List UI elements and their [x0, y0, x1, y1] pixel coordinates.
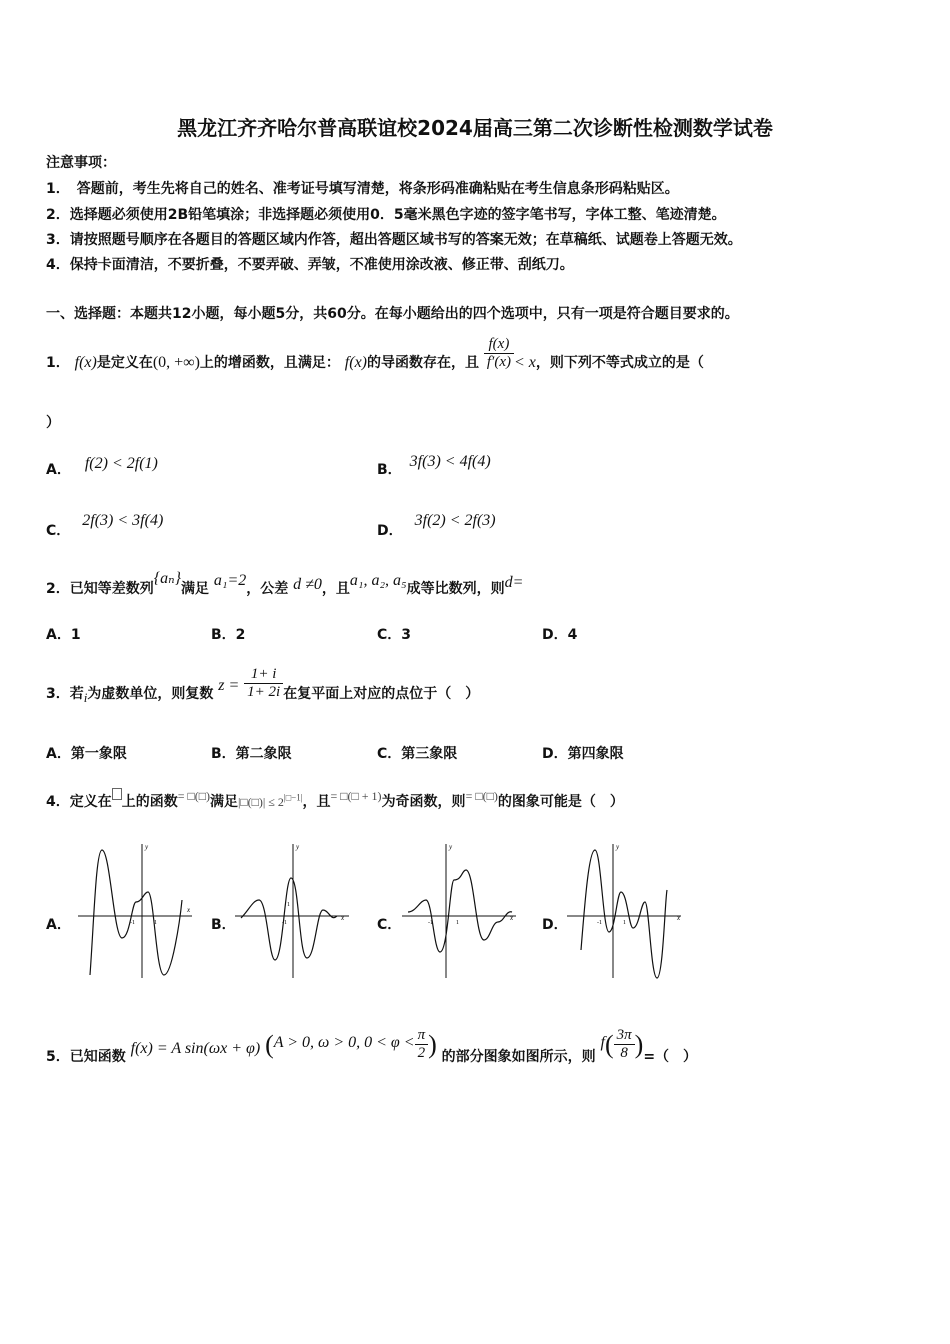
q1-close: ）	[46, 415, 60, 431]
tick-1: 1	[623, 920, 626, 926]
y-label: y	[449, 843, 453, 851]
q1-number: 1．	[46, 355, 70, 371]
x-label: x	[677, 914, 681, 922]
notice-item: 4．保持卡面清洁，不要折叠，不要弄破、弄皱，不准使用涂改液、修正带、刮纸刀。	[46, 257, 574, 273]
tick-1: 1	[287, 902, 290, 908]
q5-pi-over-2	[415, 1027, 429, 1062]
left-paren: (	[604, 1029, 614, 1059]
right-paren: )	[428, 1029, 437, 1059]
q2-text-1: 满足	[181, 581, 210, 597]
q2-terms: a₁, a₂, a₅	[349, 572, 407, 589]
q5-condition	[265, 1027, 437, 1063]
q5-arg-frac	[614, 1027, 635, 1062]
q3-text-2: 在复平面上对应的点位于（ ）	[283, 686, 480, 702]
option-label: B．	[377, 462, 402, 478]
left-paren: (	[265, 1029, 274, 1059]
q5-f-arg	[600, 1027, 644, 1063]
q5-pi: π	[415, 1027, 429, 1045]
q3-option-b[interactable]: B．第二象限	[211, 746, 292, 762]
q2-text-4: 成等比数列，则	[406, 581, 505, 597]
q5-number: 5．已知函数	[46, 1049, 126, 1065]
q4-graph-b[interactable]	[233, 840, 353, 980]
q4-option-d[interactable]: D．	[542, 917, 568, 933]
q4-text-3: ，且	[302, 794, 331, 810]
q2-number: 2．已知等差数列	[46, 581, 154, 597]
notice-item: 1． 答题前，考生先将自己的姓名、准考证号填写清楚，将条形码准确粘贴在考生信息条形码粘贴区。	[46, 181, 679, 197]
q3-option-d[interactable]: D．第四象限	[542, 746, 624, 762]
q1-text-3: 的导函数存在，且	[367, 355, 479, 371]
q2-option-a[interactable]: A．1	[46, 627, 81, 643]
q3-fraction	[244, 666, 283, 701]
curve	[581, 850, 667, 978]
q5-function: f(x) = A sin(ωx + φ)	[130, 1040, 261, 1057]
option-label: D．	[377, 523, 403, 539]
curve	[90, 850, 182, 975]
q3-option-c[interactable]: C．第三象限	[377, 746, 458, 762]
q5-arg-den: 8	[620, 1045, 628, 1062]
q2-option-d[interactable]: D．4	[542, 627, 578, 643]
y-label: y	[145, 843, 149, 851]
q1-lt: < x	[513, 354, 536, 371]
q4-func-3: = □(□)	[465, 789, 498, 803]
question-4	[46, 791, 624, 811]
q4-func-1: = □(□)	[177, 789, 211, 803]
q4-option-a[interactable]: A．	[46, 917, 71, 933]
q1-fx-2: f(x)	[344, 354, 367, 371]
q3-option-a[interactable]: A．第一象限	[46, 746, 127, 762]
q1-option-c[interactable]	[46, 512, 164, 540]
option-expr: f(2) < 2f(1)	[84, 455, 158, 472]
question-3	[46, 665, 480, 705]
tick-neg1: -1	[597, 920, 602, 926]
q4-set-glyph	[112, 788, 122, 800]
notice-item: 2．选择题必须使用2B铅笔填涂；非选择题必须使用0．5毫米黑色字迹的签字笔书写，字体工整、笔迹清楚。	[46, 207, 726, 223]
q5-text-2: =（ ）	[643, 1049, 698, 1065]
notice-heading: 注意事项：	[46, 155, 116, 171]
q5-arg-num: 3π	[614, 1027, 635, 1045]
q4-text-4: 为奇函数，则	[381, 794, 466, 810]
curve	[241, 878, 337, 960]
q3-frac-den: 1+ 2i	[247, 683, 281, 700]
question-2	[46, 570, 524, 598]
section-heading: 一、选择题：本题共12小题，每小题5分，共60分。在每小题给出的四个选项中，只有一项是符合题目要求的。	[46, 306, 739, 322]
q4-graph-c[interactable]	[400, 840, 520, 980]
q3-z: z =	[218, 677, 240, 694]
y-label: y	[616, 843, 620, 851]
x-label: x	[187, 906, 191, 914]
q5-two: 2	[417, 1045, 426, 1062]
q2-a1: a₁=2	[213, 572, 247, 589]
q4-graph-a[interactable]	[76, 840, 196, 980]
tick-neg1: -1	[282, 920, 287, 926]
q5-text-1: 的部分图象如图所示，则	[441, 1049, 596, 1065]
q1-fx: f(x)	[74, 354, 97, 371]
q4-text-2: 满足	[210, 794, 239, 810]
q4-graph-d[interactable]	[565, 840, 685, 980]
page-title: 黑龙江齐齐哈尔普高联谊校2024届高三第二次诊断性检测数学试卷	[177, 116, 773, 140]
q2-d: d ≠0	[293, 576, 322, 593]
q4-func-2: = □(□ + 1)	[330, 789, 382, 803]
q3-i: i	[83, 690, 88, 705]
q1-frac-num: f(x)	[484, 336, 514, 354]
q2-text-3: ，且	[321, 581, 350, 597]
q1-text-1: 是定义在	[96, 355, 153, 371]
q4-option-c[interactable]: C．	[377, 917, 402, 933]
tick-1: 1	[456, 920, 459, 926]
q3-text-1: 为虚数单位，则复数	[87, 686, 214, 702]
q4-option-b[interactable]: B．	[211, 917, 236, 933]
option-expr: 2f(3) < 3f(4)	[82, 512, 164, 529]
option-expr: 3f(3) < 4f(4)	[409, 453, 491, 470]
q1-option-b[interactable]	[377, 453, 491, 479]
q4-condition: |□(□)| ≤ 2	[238, 795, 284, 809]
tick-neg1: -1	[130, 920, 135, 926]
q5-f: f	[600, 1033, 605, 1051]
q4-exponent: |□−1|	[283, 792, 303, 803]
option-label: C．	[46, 523, 71, 539]
q1-frac-den: f′(x)	[486, 353, 511, 370]
q5-cond-text: A > 0, ω > 0, 0 < φ <	[273, 1033, 415, 1051]
x-label: x	[341, 914, 345, 922]
q4-text-5: 的图象可能是（ ）	[497, 794, 624, 810]
y-label: y	[296, 843, 300, 851]
q2-option-c[interactable]: C．3	[377, 627, 412, 643]
question-1	[46, 335, 704, 372]
right-paren: )	[634, 1029, 644, 1059]
q3-frac-num: 1+ i	[244, 666, 283, 684]
tick-neg1: -1	[428, 920, 433, 926]
notice-item: 3．请按照题号顺序在各题目的答题区域内作答，超出答题区域书写的答案无效；在草稿纸、试题卷上答题无效。	[46, 232, 742, 248]
option-label: A．	[46, 462, 71, 478]
q4-text-1: 上的函数	[121, 794, 178, 810]
q3-number: 3．若	[46, 686, 84, 702]
q2-d-eq: d=	[504, 574, 524, 591]
q1-text-2: 上的增函数，且满足：	[199, 355, 340, 371]
tick-1: 1	[154, 920, 157, 926]
x-label: x	[510, 914, 514, 922]
q1-domain: (0, +∞)	[152, 354, 200, 371]
q2-seq: {aₙ}	[153, 570, 182, 587]
curve	[408, 870, 512, 952]
q4-number: 4．定义在	[46, 794, 112, 810]
q1-option-d[interactable]	[377, 512, 496, 540]
q1-text-4: ，则下列不等式成立的是（	[535, 355, 704, 371]
option-expr: 3f(2) < 2f(3)	[414, 512, 496, 529]
q2-option-b[interactable]: B．2	[211, 627, 246, 643]
q2-text-2: ，公差	[246, 581, 289, 597]
q1-fraction	[484, 336, 514, 371]
q1-option-a[interactable]	[46, 455, 158, 479]
